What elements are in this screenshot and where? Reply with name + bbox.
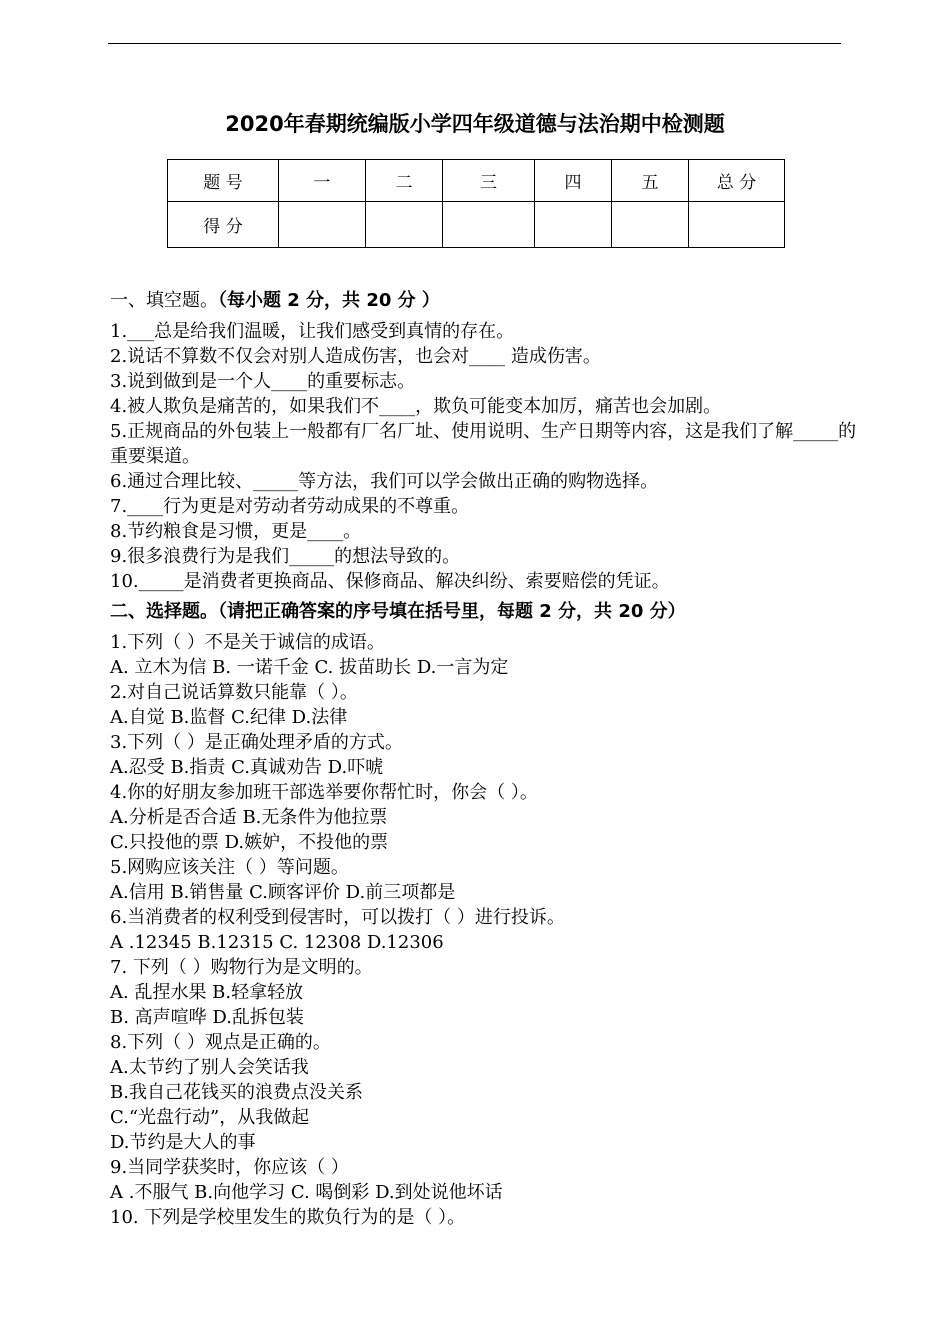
score-table-header-cell: 总 分 bbox=[689, 160, 785, 202]
option-line: D.节约是大人的事 bbox=[110, 1132, 256, 1153]
score-cell bbox=[279, 202, 366, 248]
score-table-header-cell: 四 bbox=[535, 160, 612, 202]
option-line: B. 高声喧哗 D.乱拆包装 bbox=[110, 1007, 304, 1028]
section2-heading: 二、选择题。（请把正确答案的序号填在括号里，每题 2 分，共 20 分） bbox=[110, 601, 686, 622]
option-line: A.忍受 B.指责 C.真诚劝告 D.吓唬 bbox=[110, 757, 384, 778]
score-table-header-cell: 题 号 bbox=[168, 160, 279, 202]
option-line: C.“光盘行动”，从我做起 bbox=[110, 1107, 310, 1128]
option-line: C.只投他的票 D.嫉妒，不投他的票 bbox=[110, 832, 389, 853]
option-line: A.太节约了别人会笑话我 bbox=[110, 1057, 309, 1078]
question-line: 4.你的好朋友参加班干部选举要你帮忙时，你会（ ）。 bbox=[110, 782, 538, 803]
question-item: 5.正规商品的外包装上一般都有厂名厂址、使用说明、生产日期等内容，这是我们了解_____的重要渠道。 bbox=[110, 421, 857, 467]
score-table-header-cell: 一 bbox=[279, 160, 366, 202]
question-line: 3.下列（ ）是正确处理矛盾的方式。 bbox=[110, 732, 403, 753]
score-cell bbox=[366, 202, 443, 248]
question-item: 6.通过合理比较、_____等方法，我们可以学会做出正确的购物选择。 bbox=[110, 471, 659, 492]
exam-content bbox=[110, 287, 870, 1230]
option-line: A.分析是否合适 B.无条件为他拉票 bbox=[110, 807, 388, 828]
option-line: A.信用 B.销售量 C.顾客评价 D.前三项都是 bbox=[110, 882, 456, 903]
option-line: A .12345 B.12315 C. 12308 D.12306 bbox=[110, 932, 444, 953]
question-line: 6.当消费者的权利受到侵害时，可以拨打（ ）进行投诉。 bbox=[110, 907, 565, 928]
section1-heading bbox=[110, 287, 870, 315]
score-table-header-cell: 二 bbox=[366, 160, 443, 202]
option-line: A. 立木为信 B. 一诺千金 C. 拔苗助长 D.一言为定 bbox=[110, 657, 509, 678]
option-line: A .不服气 B.向他学习 C. 喝倒彩 D.到处说他坏话 bbox=[110, 1182, 503, 1203]
question-item: 2.说话不算数不仅会对别人造成伤害，也会对____ 造成伤害。 bbox=[110, 346, 601, 367]
question-item: 8.节约粮食是习惯，更是____。 bbox=[110, 521, 362, 542]
question-line: 5.网购应该关注（ ）等问题。 bbox=[110, 857, 349, 878]
question-line: 7. 下列（ ）购物行为是文明的。 bbox=[110, 957, 373, 978]
score-cell bbox=[612, 202, 689, 248]
option-line: A. 乱捏水果 B.轻拿轻放 bbox=[110, 982, 304, 1003]
question-line: 10. 下列是学校里发生的欺负行为的是（ ）。 bbox=[110, 1207, 466, 1228]
question-line: 1.下列（ ）不是关于诚信的成语。 bbox=[110, 632, 385, 653]
question-line: 2.对自己说话算数只能靠（ ）。 bbox=[110, 682, 358, 703]
question-line: 9.当同学获奖时，你应该（ ） bbox=[110, 1157, 349, 1178]
option-line: A.自觉 B.监督 C.纪律 D.法律 bbox=[110, 707, 348, 728]
score-cell bbox=[689, 202, 785, 248]
question-item: 7.____行为更是对劳动者劳动成果的不尊重。 bbox=[110, 496, 470, 517]
question-item: 3.说到做到是一个人____的重要标志。 bbox=[110, 371, 416, 392]
score-table-header-cell: 五 bbox=[612, 160, 689, 202]
question-item: 4.被人欺负是痛苦的，如果我们不____，欺负可能变本加厉，痛苦也会加剧。 bbox=[110, 396, 722, 417]
score-cell bbox=[535, 202, 612, 248]
question-item: 1.___总是给我们温暖，让我们感受到真情的存在。 bbox=[110, 321, 515, 342]
score-table-score-row bbox=[168, 202, 785, 248]
question-line: 8.下列（ ）观点是正确的。 bbox=[110, 1032, 331, 1053]
score-table-row-label: 得 分 bbox=[168, 202, 279, 248]
section1-heading-note: （每小题 2 分，共 20 分 ） bbox=[218, 290, 440, 311]
question-item: 9.很多浪费行为是我们_____的想法导致的。 bbox=[110, 546, 461, 567]
page-title: 2020年春期统编版小学四年级道德与法治期中检测题 bbox=[225, 112, 725, 136]
section1-heading-text: 一、填空题。 bbox=[110, 290, 218, 311]
header-rule bbox=[108, 43, 841, 44]
score-table-header-cell: 三 bbox=[443, 160, 535, 202]
score-table bbox=[167, 159, 785, 248]
score-cell bbox=[443, 202, 535, 248]
question-item: 10._____是消费者更换商品、保修商品、解决纠纷、索要赔偿的凭证。 bbox=[110, 571, 670, 592]
option-line: B.我自己花钱买的浪费点没关系 bbox=[110, 1082, 363, 1103]
score-table-header-row bbox=[168, 160, 785, 202]
